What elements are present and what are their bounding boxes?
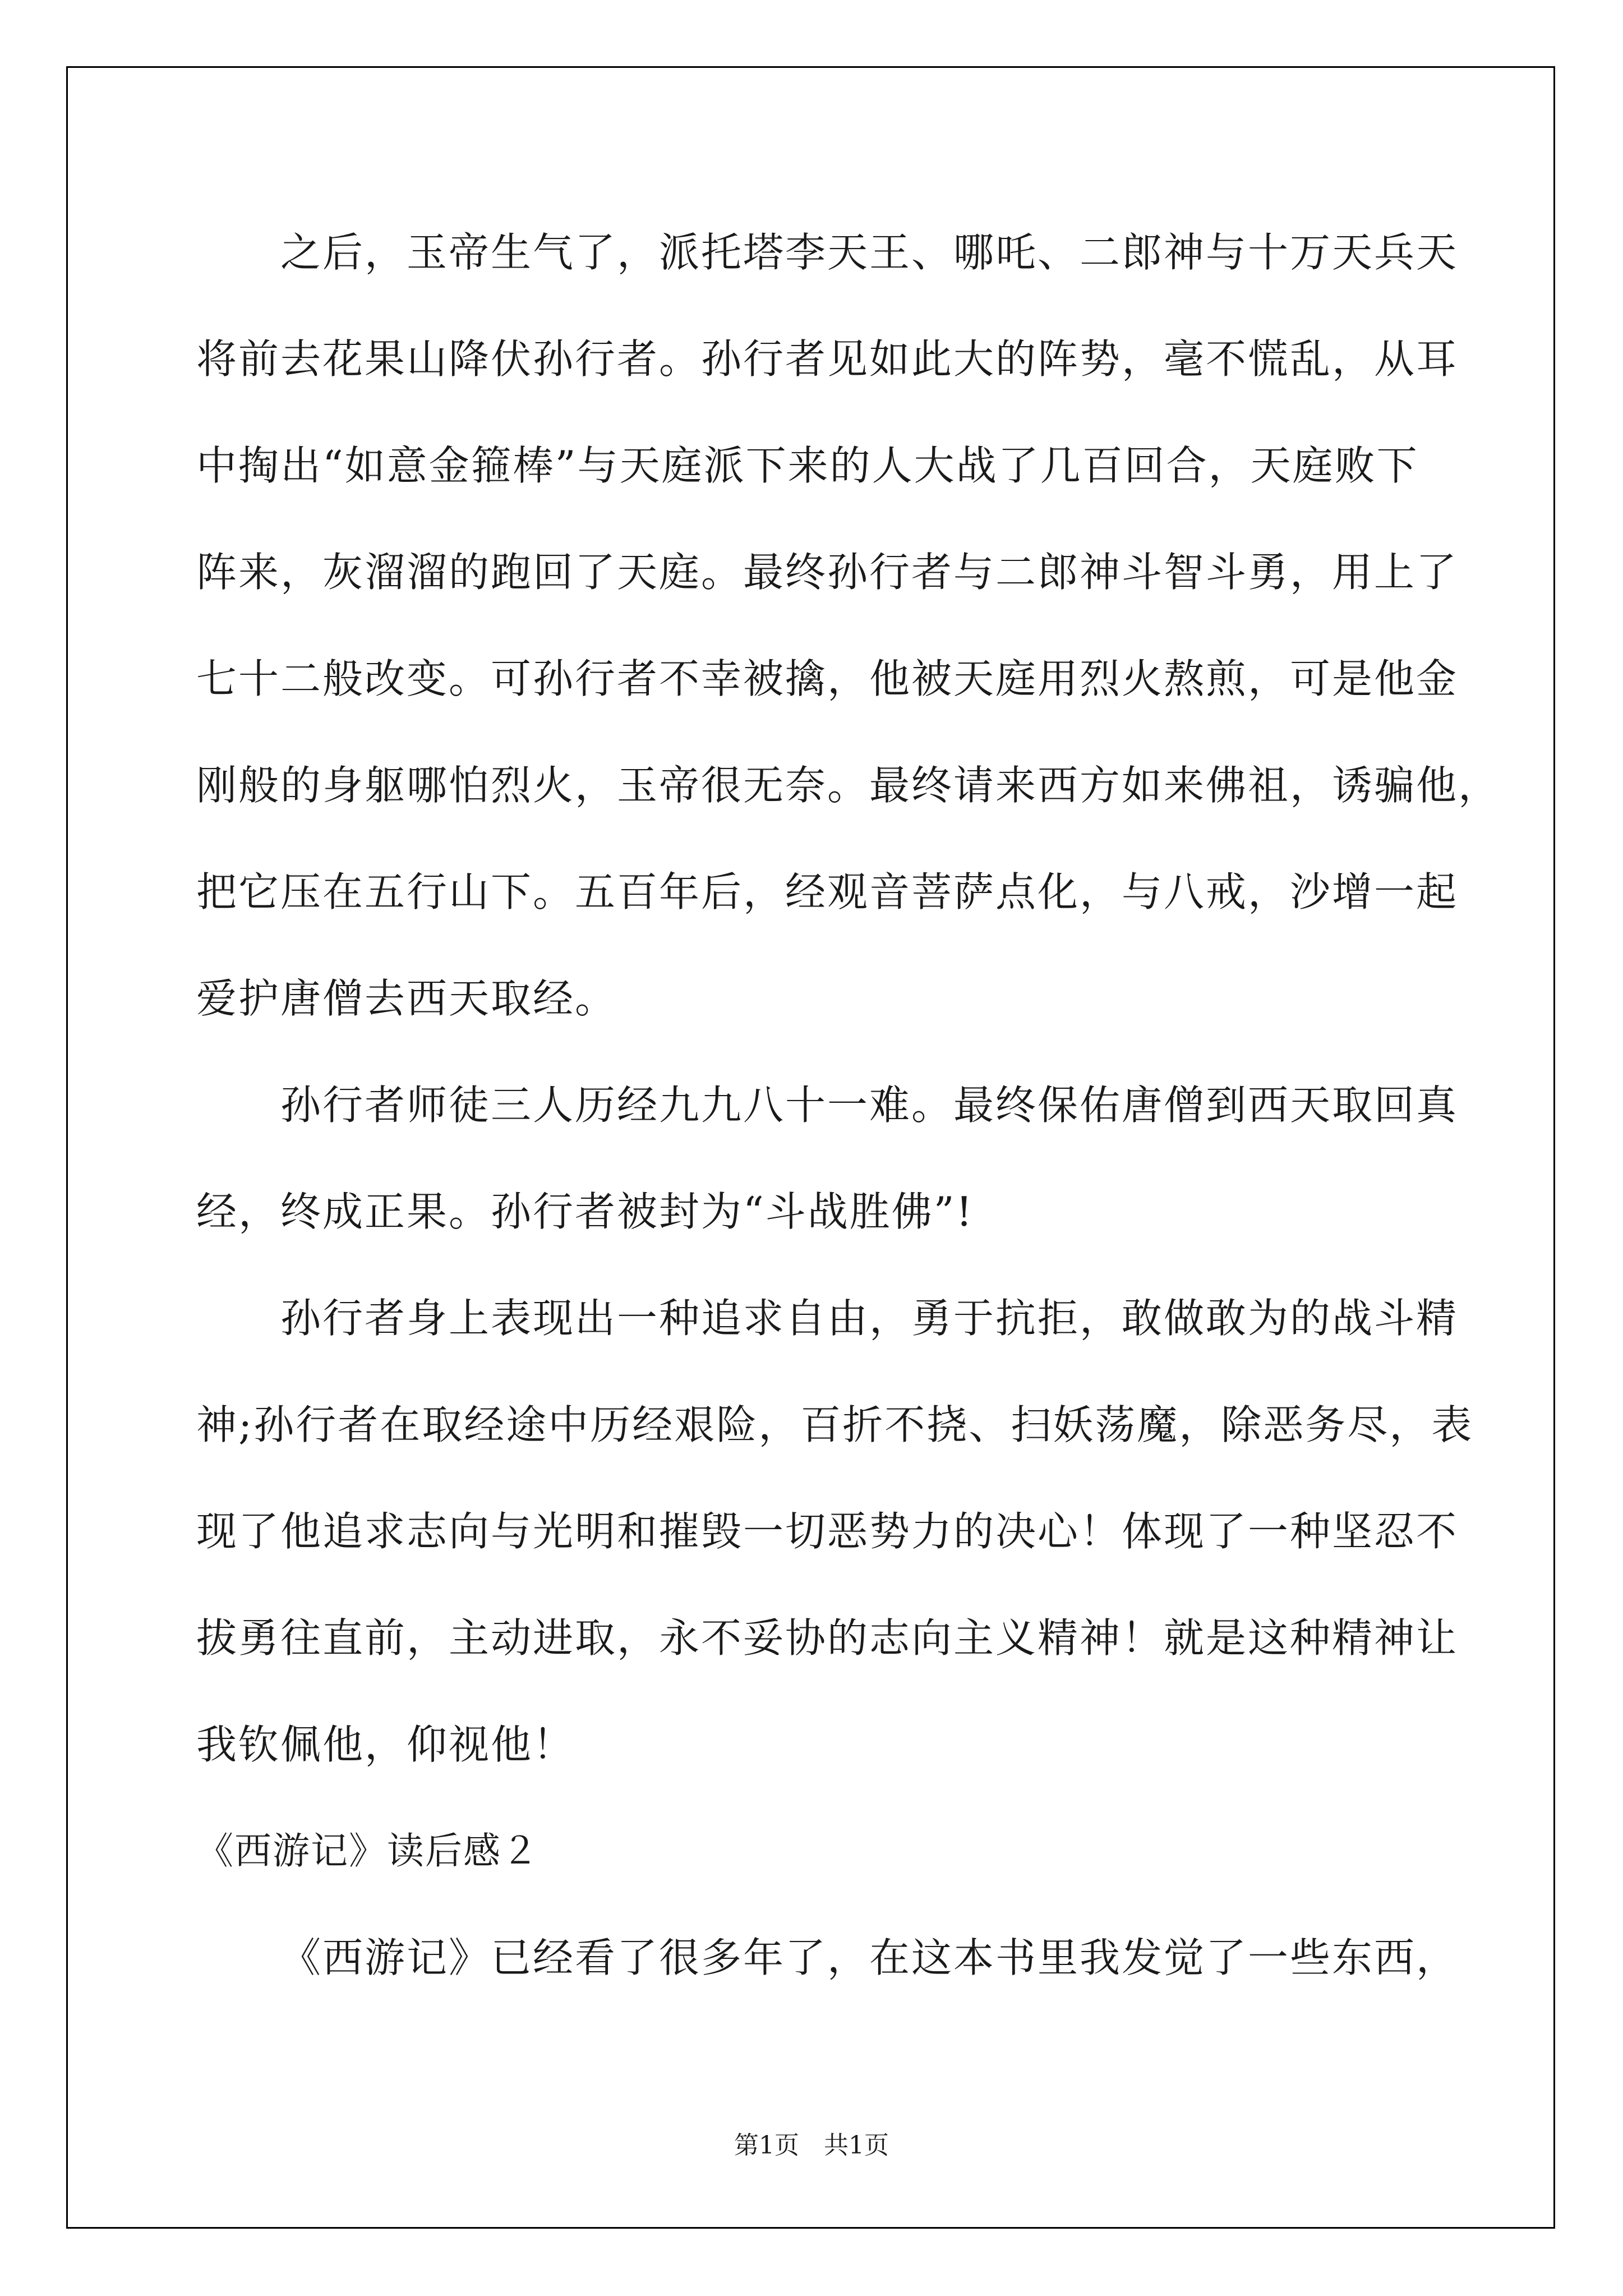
paragraph-line: 拔勇往直前，主动进取，永不妥协的志向主义精神！就是这种精神让 (196, 1614, 1459, 1662)
paragraph-line: 经，终成正果。孙行者被封为“斗战胜佛”! (196, 1188, 974, 1235)
paragraph-line: 孙行者身上表现出一种追求自由，勇于抗拒，敢做敢为的战斗精 (280, 1295, 1459, 1342)
paragraph-line: 阵来，灰溜溜的跑回了天庭。最终孙行者与二郎神斗智斗勇，用上了 (196, 549, 1459, 596)
paragraph-line: 现了他追求志向与光明和摧毁一切恶势力的决心！体现了一种坚忍不 (196, 1508, 1459, 1555)
page-footer: 第1页 共1页 (734, 2131, 889, 2160)
section-heading: 《西游记》读后感２ (196, 1829, 540, 1872)
paragraph-line: 我钦佩他，仰视他！ (196, 1721, 575, 1768)
paragraph-line: 《西游记》已经看了很多年了，在这本书里我发觉了一些东西， (280, 1934, 1459, 1981)
paragraph-line: 七十二般改变。可孙行者不幸被擒，他被天庭用烈火熬煎，可是他金 (196, 655, 1459, 702)
paragraph-line: 爱护唐僧去西天取经。 (196, 975, 617, 1022)
document-body (196, 216, 1501, 2028)
paragraph-line: 之后，玉帝生气了，派托塔李天王、哪吒、二郎神与十万天兵天 (280, 229, 1459, 276)
paragraph-line: 神;孙行者在取经途中历经艰险，百折不挠、扫妖荡魔，除恶务尽，表 (196, 1401, 1474, 1448)
paragraph-line: 中掏出“如意金箍棒”与天庭派下来的人大战了几百回合，天庭败下 (196, 442, 1419, 489)
paragraph-line: 孙行者师徒三人历经九九八十一难。最终保佑唐僧到西天取回真 (280, 1082, 1459, 1129)
paragraph-line: 刚般的身躯哪怕烈火，玉帝很无奈。最终请来西方如来佛祖，诱骗他， (196, 762, 1501, 809)
paragraph-line: 把它压在五行山下。五百年后，经观音菩萨点化，与八戒，沙增一起 (196, 868, 1459, 915)
paragraph-line: 将前去花果山降伏孙行者。孙行者见如此大的阵势，毫不慌乱，从耳 (196, 335, 1459, 383)
